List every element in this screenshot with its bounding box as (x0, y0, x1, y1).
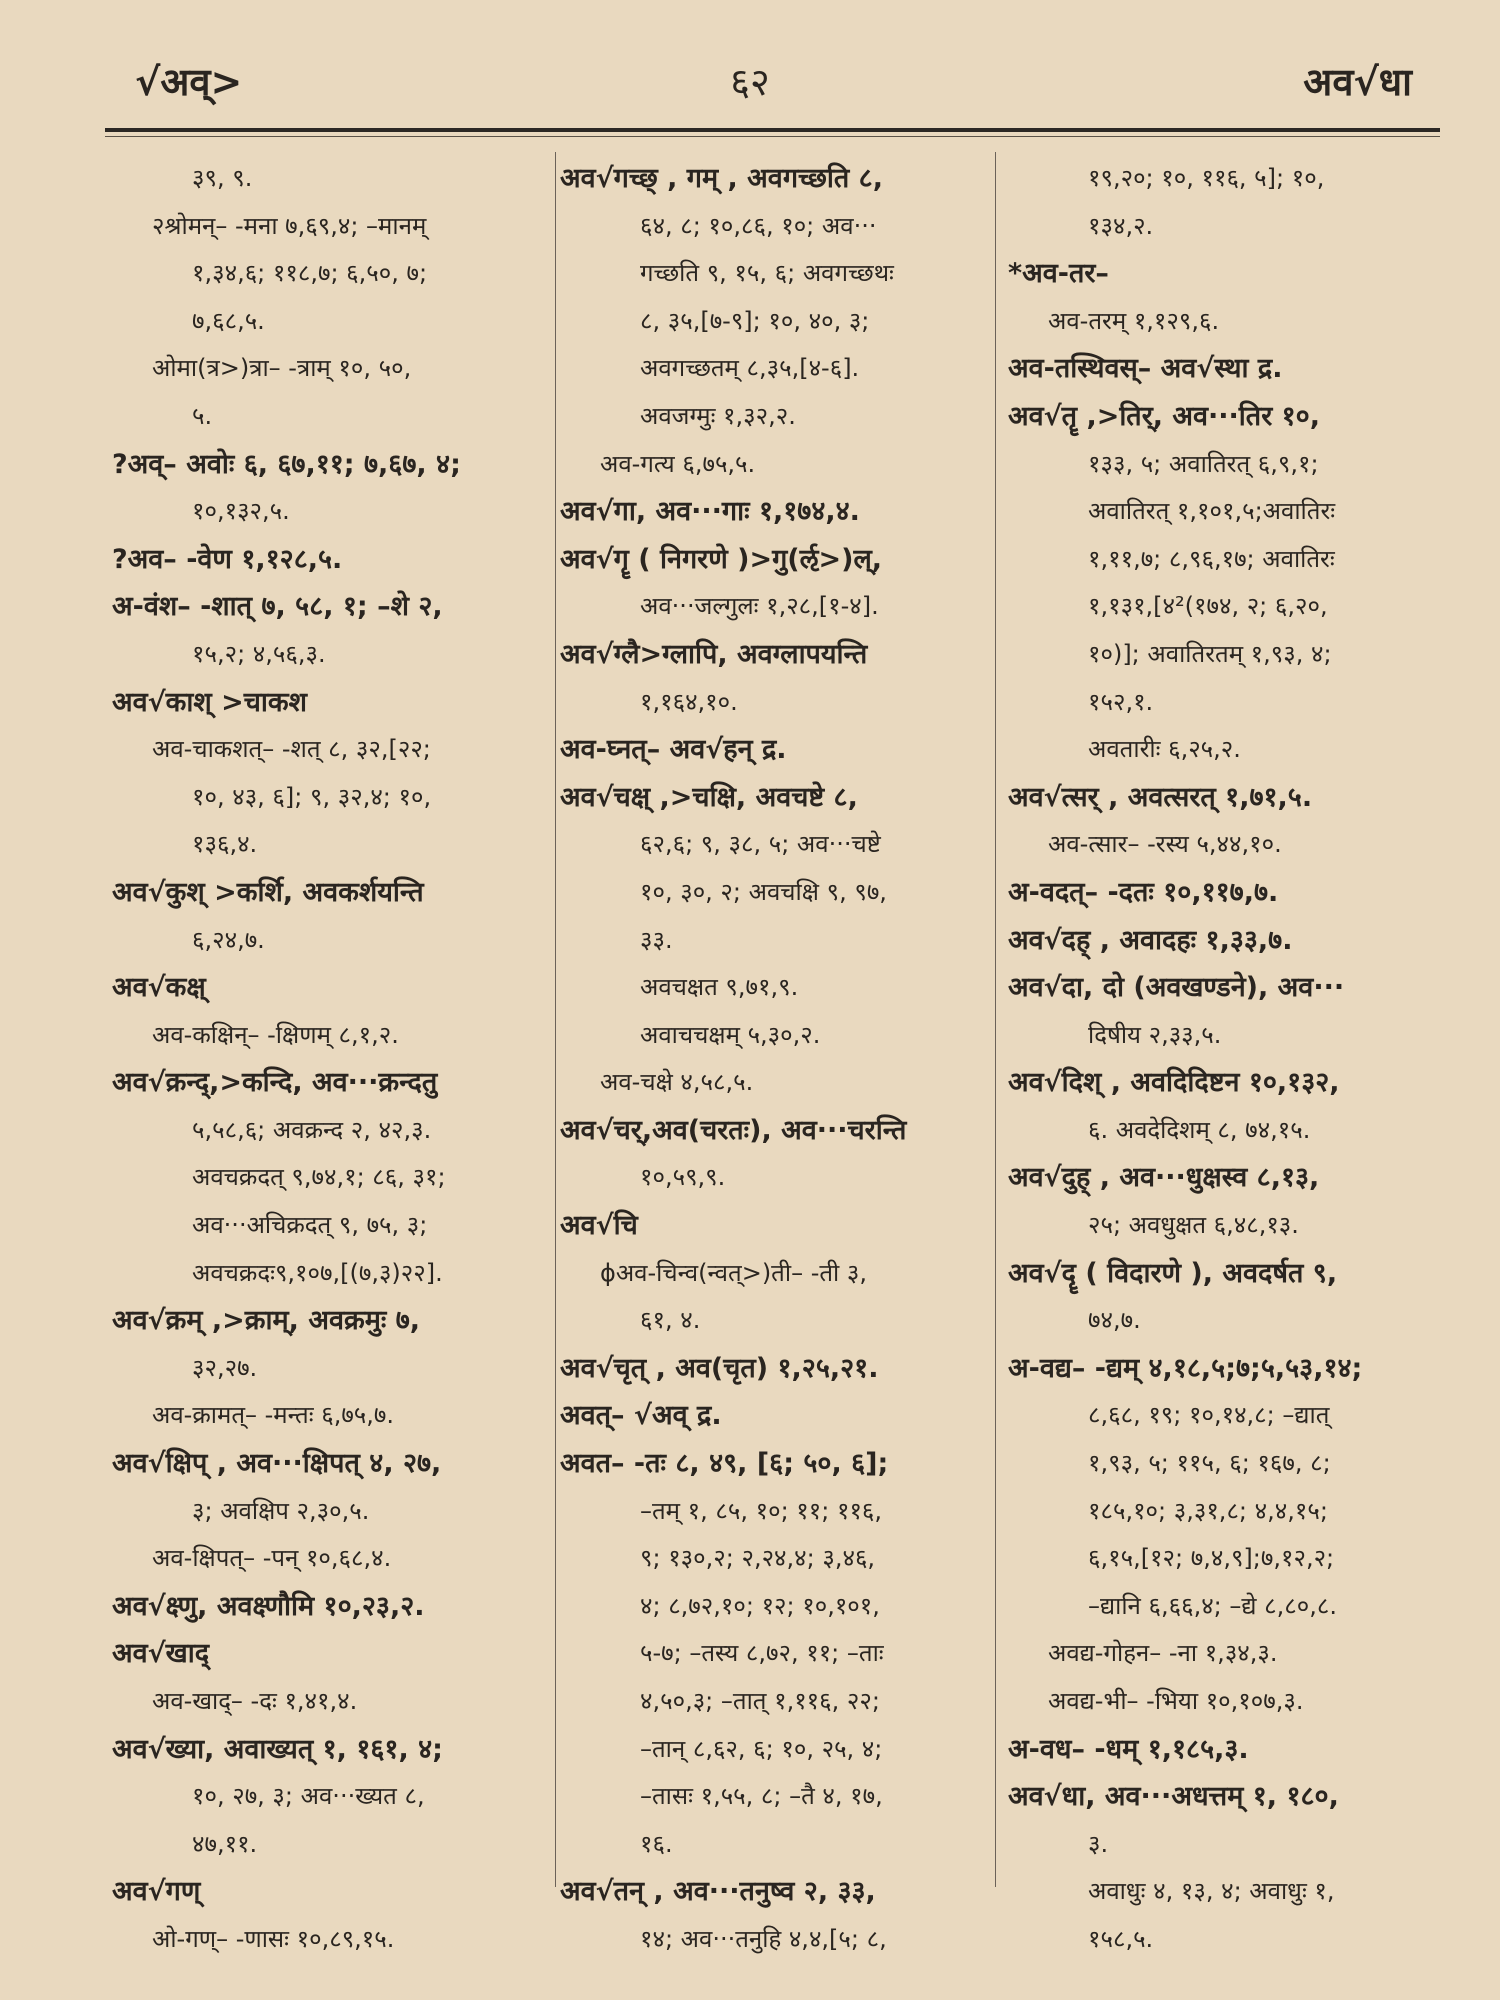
entry-line: –द्यानि ६,६६,४; –द्ये ८,८०,८. (1088, 1591, 1337, 1620)
entry-line: गच्छति ९, १५, ६; अवगच्छथः (640, 259, 894, 288)
entry-headword-line: अव√गा, अव···गाः १,१७४,४. (560, 496, 860, 528)
entry-line: ५-७; –तस्य ८,७२, ११; –ताः (640, 1639, 884, 1668)
dictionary-column-2 (560, 155, 990, 1964)
entry-headword-line: ?अव्– अवोः ६, ६७,११; ७,६७, ४; (112, 448, 461, 480)
entry-line: ५. (192, 401, 213, 430)
entry-line: १,१६४,१०. (640, 687, 738, 716)
entry-line: ६. अवदेदिशम् ८, ७४,१५. (1088, 1115, 1311, 1144)
entry-line: –तम् १, ८५, १०; ११; ११६, (640, 1496, 883, 1525)
entry-line: ३. (1088, 1829, 1109, 1858)
entry-line: ८, ३५,[७-९]; १०, ४०, ३; (640, 306, 870, 335)
entry-line: अवद्य-भी– -भिया १०,१०७,३. (1048, 1687, 1304, 1715)
entry-line: अव-खाद्– -दः १,४१,४. (152, 1687, 358, 1715)
entry-headword-line: ?अव– -वेण १,१२८,५. (112, 543, 343, 575)
entry-line: १३४,२. (1088, 211, 1154, 240)
entry-line: ४,५०,३; –तात् १,११६, २२; (640, 1687, 880, 1715)
entry-line: अवतारीः ६,२५,२. (1088, 735, 1241, 764)
column-divider (995, 152, 996, 1887)
entry-line: ८,६८, १९; १०,१४,८; –द्यात् (1088, 1401, 1330, 1430)
entry-line: ३२,२७. (192, 1353, 258, 1382)
entry-line: अवगच्छतम् ८,३५,[४-६]. (640, 354, 860, 383)
entry-line: १५२,१. (1088, 687, 1154, 716)
entry-line: १८५,१०; ३,३१,८; ४,४,१५; (1088, 1496, 1328, 1525)
entry-line: ९; १३०,२; २,२४,४; ३,४६, (640, 1544, 876, 1573)
running-head-right: अव√धा (1303, 60, 1412, 104)
entry-line: अव-कक्षिन्– -क्षिणम् ८,१,२. (152, 1020, 399, 1049)
entry-line: २श्रोमन्– -मना ७,६९,४; –मानम् (152, 211, 427, 240)
entry-line: अव···जल्गुलः १,२८,[१-४]. (640, 592, 879, 621)
entry-line: १०, ३०, २; अवचक्षि ९, ९७, (640, 877, 887, 906)
entry-line: १०,५९,९. (640, 1163, 726, 1192)
entry-line: १०)]; अवातिरतम् १,९३, ४; (1088, 639, 1332, 668)
entry-line: १३६,४. (192, 830, 258, 859)
entry-headword-line: अव√क्रम् ,>क्राम्, अवक्रमुः ७, (112, 1305, 421, 1337)
entry-line: अव-क्षिपत्– -पन् १०,६८,४. (152, 1544, 392, 1573)
entry-line: ६१, ४. (640, 1306, 701, 1335)
entry-line: ओ-गण्– -णासः १०,८९,१५. (152, 1924, 395, 1953)
entry-line: ३९, ९. (192, 164, 253, 192)
entry-headword-line: अव√कक्ष् (112, 972, 206, 1004)
entry-line: २५; अवधुक्षत ६,४८,१३. (1088, 1211, 1299, 1240)
entry-line: १०, २७, ३; अव···ख्यत ८, (192, 1782, 425, 1811)
entry-line: अव-क्रामत्– -मन्तः ६,७५,७. (152, 1401, 395, 1430)
entry-headword-line: अव√गण् (112, 1876, 201, 1908)
entry-line: ३३. (640, 925, 673, 954)
entry-line: ३; अवक्षिप २,३०,५. (192, 1496, 370, 1525)
entry-headword-line: अ-वदत्– -दतः १०,११७,७. (1008, 876, 1279, 908)
entry-headword-line: अव√क्षिप् , अव···क्षिपत् ४, २७, (112, 1448, 442, 1480)
entry-headword-line: अव√कुश् >कर्शि, अवकर्शयन्ति (112, 876, 424, 908)
entry-line: अव-त्सार– -रस्य ५,४४,१०. (1048, 830, 1282, 859)
entry-line: अवचक्रदः९,१०७,[(७,३)२२]. (192, 1258, 443, 1287)
entry-line: ४७,११. (192, 1829, 258, 1858)
entry-headword-line: अवत्– √अव् द्र. (560, 1400, 722, 1432)
header-rule (105, 128, 1440, 132)
entry-headword-line: अव√चक्ष् ,>चक्षि, अवचष्टे ८, (560, 781, 858, 813)
entry-headword-line: अव√चृत् , अव(चृत) १,२५,२१. (560, 1352, 879, 1384)
entry-line: अव-चाकशत्– -शत् ८, ३२,[२२; (152, 735, 431, 764)
dictionary-column-3 (1008, 155, 1438, 1964)
entry-line: १३३, ५; अवातिरत् ६,९,१; (1088, 449, 1319, 478)
entry-headword-line: अव√धा, अव···अधत्तम् १, १८०, (1008, 1781, 1339, 1813)
entry-line: –तासः १,५५, ८; –तै ४, १७, (640, 1782, 883, 1811)
entry-line: ६,२४,७. (192, 925, 265, 954)
entry-headword-line: अव√चि (560, 1210, 638, 1242)
entry-line: ओमा(त्र>)त्रा– -त्राम् १०, ५०, (152, 354, 412, 383)
entry-line: ५,५८,६; अवक्रन्द २, ४२,३. (192, 1115, 432, 1144)
entry-line: अवाधुः ४, १३, ४; अवाधुः १, (1088, 1877, 1335, 1906)
entry-line: अव-तरम् १,१२९,६. (1048, 306, 1220, 335)
entry-line: अव···अचिक्रदत् ९, ७५, ३; (192, 1211, 428, 1240)
entry-headword-line: अव√दा, दो (अवखण्डने), अव··· (1008, 972, 1345, 1004)
running-head-left: √अव्> (135, 60, 243, 104)
entry-line: १४; अव···तनुहि ४,४,[५; ८, (640, 1924, 887, 1953)
entry-line: अवचक्षत ९,७१,९. (640, 973, 799, 1002)
entry-line: ϕअव-चिन्व(न्वत्>)ती– -ती ३, (600, 1258, 868, 1287)
entry-headword-line: अव√गॄ ( निगरणे )>गु(रॢ>)ल्, (560, 543, 883, 575)
entry-line: १५,२; ४,५६,३. (192, 639, 326, 668)
entry-line: १५८,५. (1088, 1924, 1154, 1953)
header-rule-thin (105, 136, 1440, 137)
entry-line: १,९३, ५; ११५, ६; १६७, ८; (1088, 1449, 1331, 1478)
entry-headword-line: अव√चर्,अव(चरतः), अव···चरन्ति (560, 1114, 907, 1146)
entry-headword-line: अव√तन् , अव···तनुष्व २, ३३, (560, 1876, 876, 1908)
entry-line: ६४, ८; १०,८६, १०; अव··· (640, 211, 877, 240)
entry-headword-line: अ-वद्य– -द्यम् ४,१८,५;७;५,५३,१४; (1008, 1352, 1363, 1384)
entry-headword-line: अव√गच्छ् , गम् , अवगच्छति ८, (560, 163, 883, 194)
entry-line: ७,६८,५. (192, 306, 265, 335)
entry-headword-line: अव√दुह् , अव···धुक्षस्व ८,१३, (1008, 1162, 1320, 1194)
entry-headword-line: अव√दॄ ( विदारणे ), अवदर्षत ९, (1008, 1257, 1338, 1289)
page-header (0, 55, 1500, 125)
entry-line: –तान् ८,६२, ६; १०, २५, ४; (640, 1734, 883, 1763)
entry-line: १,१३१,[४²(१७४, २; ६,२०, (1088, 592, 1328, 621)
page-number: ६२ (730, 60, 770, 104)
entry-headword-line: अव-तस्थिवस्– अव√स्था द्र. (1008, 353, 1283, 385)
entry-headword-line: अ-वध– -धम् १,१८५,३. (1008, 1733, 1249, 1765)
entry-line: अव-चक्षे ४,५८,५. (600, 1068, 754, 1097)
entry-line: अवद्य-गोहन– -ना १,३४,३. (1048, 1639, 1278, 1668)
entry-line: अवजग्मुः १,३२,२. (640, 401, 796, 430)
entry-line: १६. (640, 1829, 673, 1858)
entry-headword-line: अव√दिश् , अवदिदिष्टन १०,१३२, (1008, 1067, 1340, 1099)
entry-line: अवाचचक्षम् ५,३०,२. (640, 1020, 821, 1049)
column-divider (555, 152, 556, 1887)
entry-headword-line: अव√ग्लै>ग्लापि, अवग्लापयन्ति (560, 638, 868, 670)
entry-line: अवचक्रदत् ९,७४,१; ८६, ३१; (192, 1163, 446, 1192)
entry-headword-line: अव√दह् , अवादहः १,३३,७. (1008, 924, 1293, 956)
entry-line: १०, ४३, ६]; ९, ३२,४; १०, (192, 782, 432, 811)
entry-headword-line: अव√खाद् (112, 1638, 210, 1670)
entry-headword-line: अव-घ्नत्– अव√हन् द्र. (560, 734, 787, 766)
entry-line: ४; ८,७२,१०; १२; १०,१०१, (640, 1591, 880, 1620)
dictionary-column-1 (112, 155, 542, 1964)
entry-line: ६,१५,[१२; ७,४,९];७,१२,२; (1088, 1544, 1335, 1573)
entry-headword-line: अवत– -तः ८, ४९, [६; ५०, ६]; (560, 1448, 889, 1480)
entry-line: दिषीय २,३३,५. (1088, 1020, 1222, 1049)
entry-line: ७४,७. (1088, 1306, 1141, 1335)
entry-headword-line: अव√काश् >चाकश (112, 686, 307, 718)
entry-headword-line: अव√त्सर् , अवत्सरत् १,७१,५. (1008, 781, 1313, 813)
entry-line: १९,२०; १०, ११६, ५]; १०, (1088, 164, 1325, 192)
entry-headword-line: अव√क्रन्द्,>कन्दि, अव···क्रन्दतु (112, 1067, 438, 1099)
entry-headword-line: अव√तॄ ,>तिर्, अव···तिर १०, (1008, 400, 1320, 432)
entry-line: १,११,७; ८,९६,१७; अवातिरः (1088, 544, 1335, 573)
entry-line: अव-गत्य ६,७५,५. (600, 449, 756, 478)
entry-line: १,३४,६; ११८,७; ६,५०, ७; (192, 259, 428, 288)
entry-headword-line: अव√ख्या, अवाख्यत् १, १६१, ४; (112, 1733, 443, 1765)
entry-line: अवातिरत् १,१०१,५;अवातिरः (1088, 497, 1336, 526)
entry-line: १०,१३२,५. (192, 497, 290, 526)
entry-headword-line: *अव-तर– (1008, 258, 1109, 290)
entry-headword-line: अ-वंश– -शात् ७, ५८, १; –शे २, (112, 591, 443, 623)
entry-line: ६२,६; ९, ३८, ५; अव···चष्टे (640, 830, 881, 859)
entry-headword-line: अव√क्ष्णु, अवक्ष्णौमि १०,२३,२. (112, 1590, 425, 1622)
